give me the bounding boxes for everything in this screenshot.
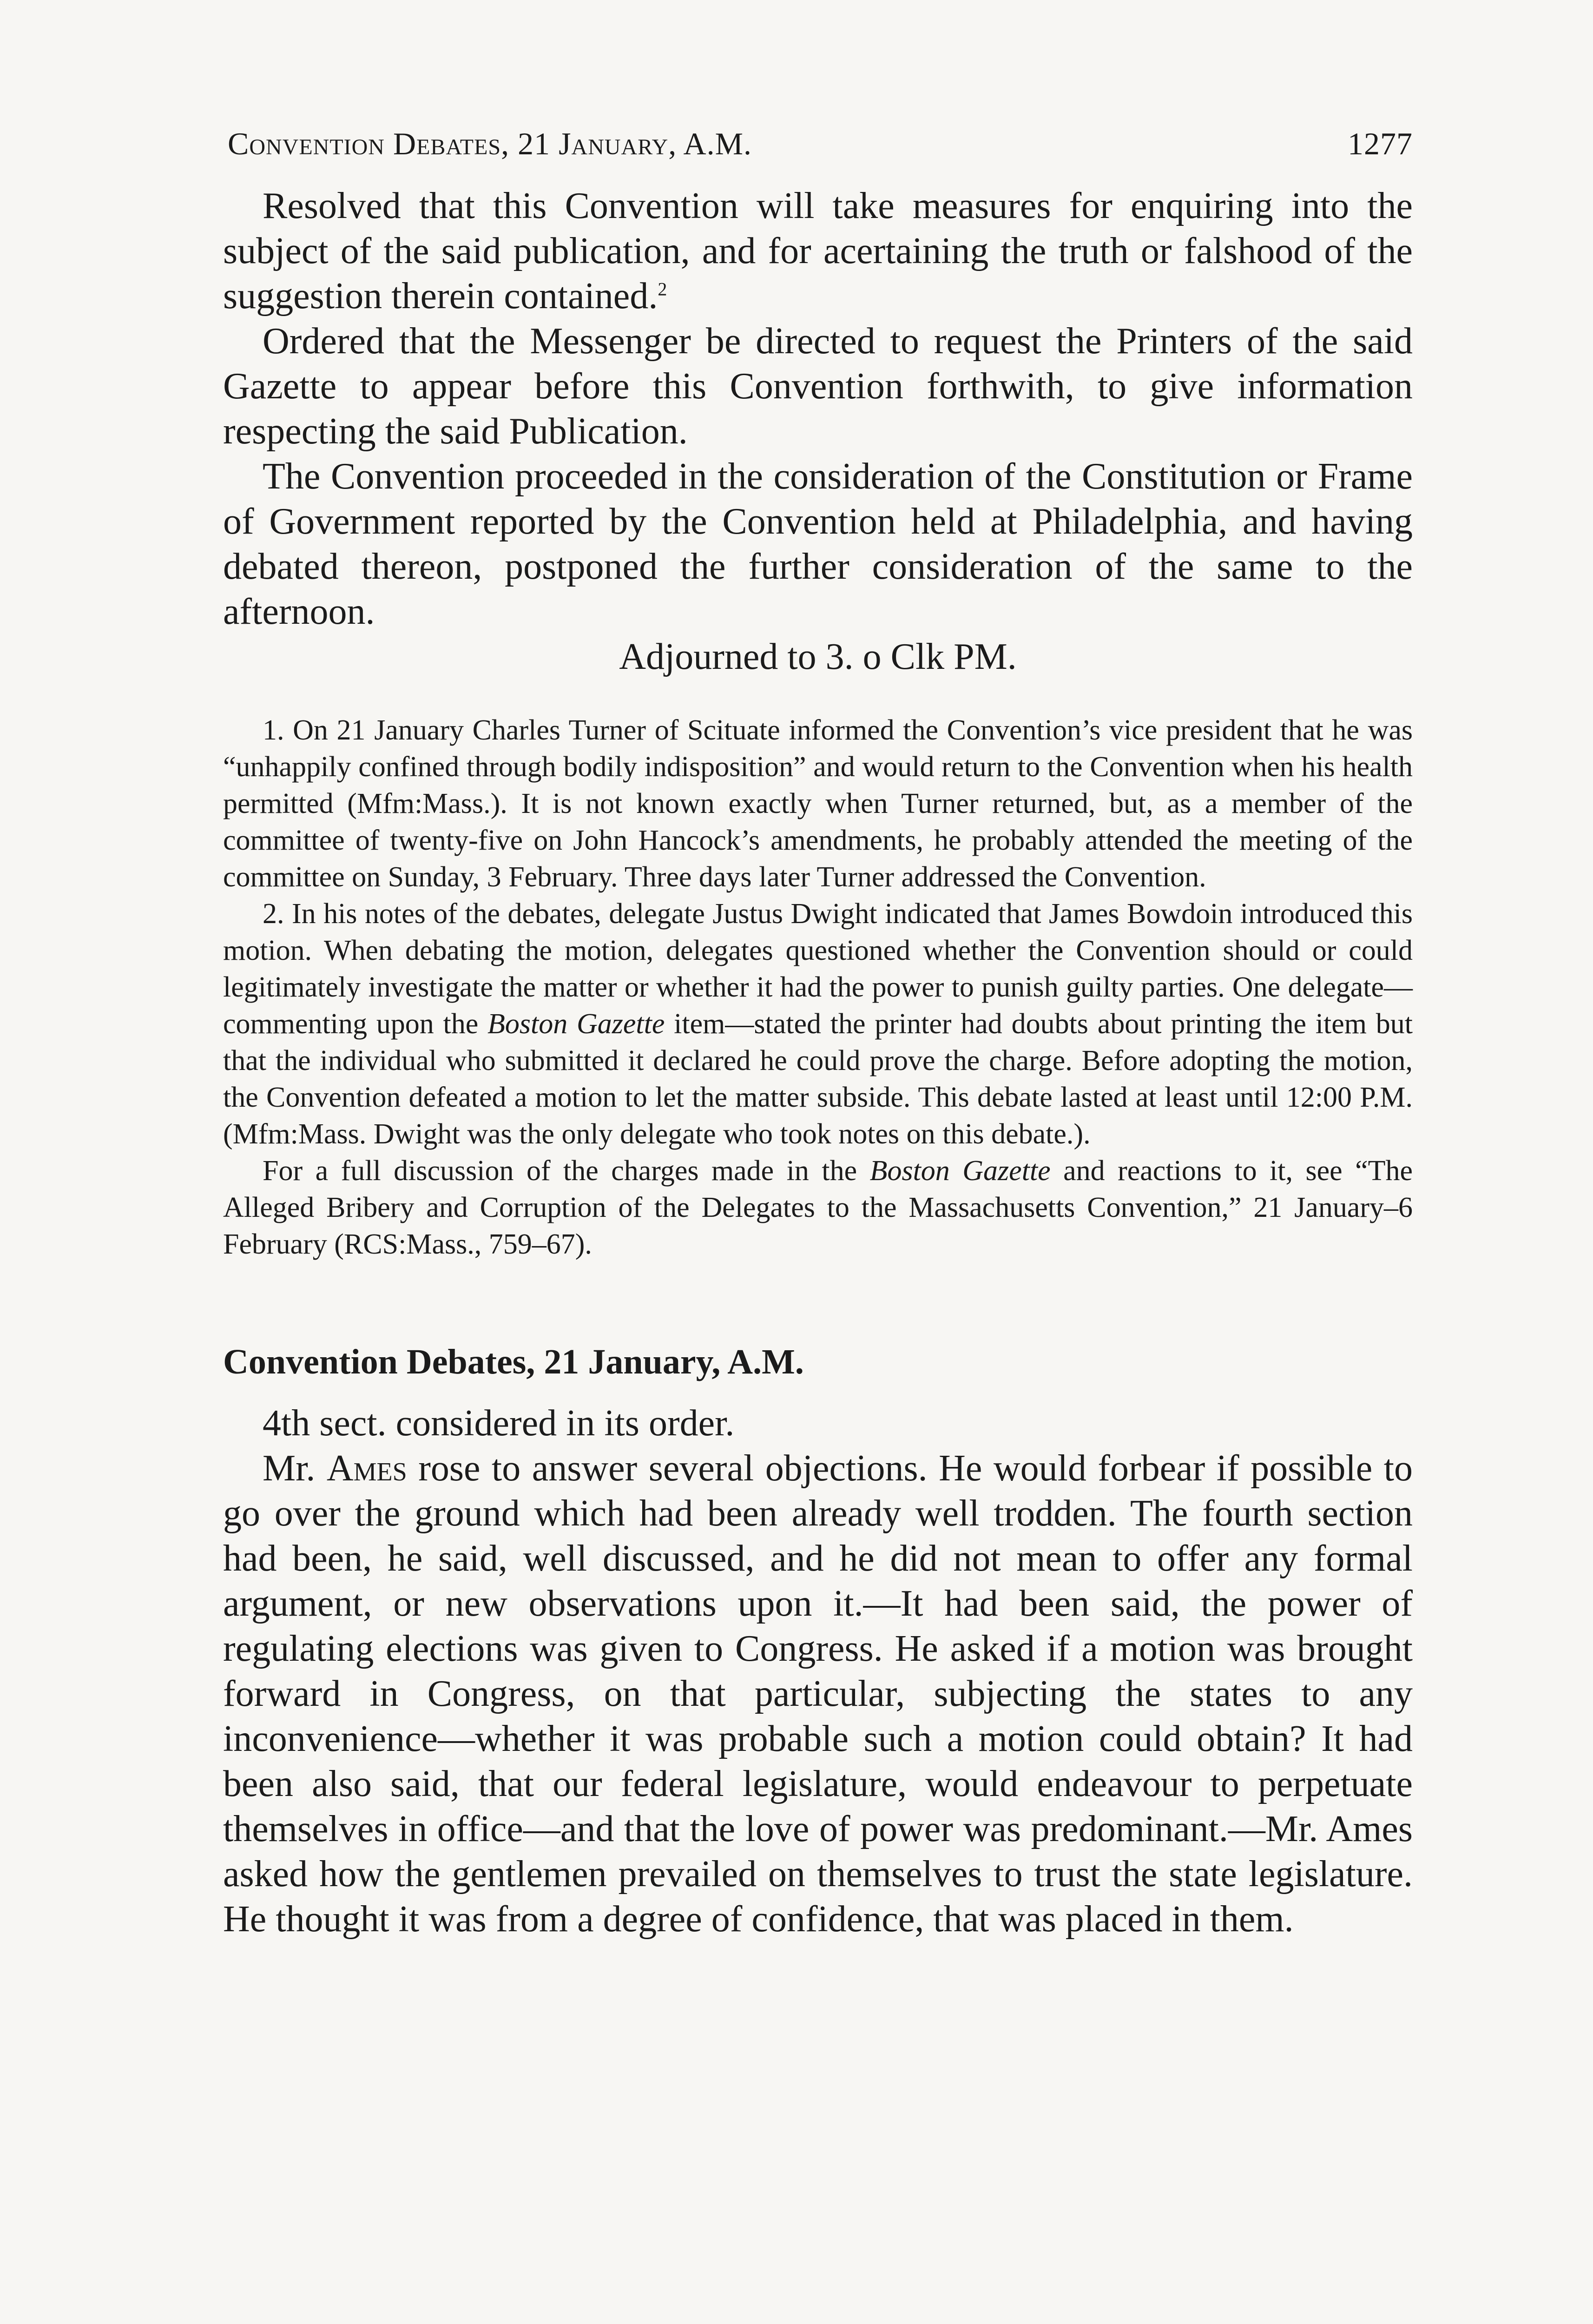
footnote-3-italic-title: Boston Gazette — [869, 1155, 1051, 1187]
order-paragraph: Ordered that the Messenger be directed to request the Printers of the said Gazette to appear before this Convention forthwith, to give information respecting the said Publication. — [223, 321, 1413, 452]
section-heading: Convention Debates, 21 January, A.M. — [223, 1342, 804, 1381]
page-number: 1277 — [1348, 126, 1413, 161]
journal-entry — [223, 184, 1413, 680]
resolution-paragraph — [223, 184, 1413, 319]
footnote-2: 2. In his notes of the debates, delegate Justus Dwight indicated that James Bowdoin introduced this motion. When debating the motion, delegates questioned whether the Convention should or could legitimately investigate the matter or whether it had the power to punish guilty parties. One delegate—commenting upon the Boston Gazette item—stated the printer had doubts about printing the item but that the individual who submitted it declared he could prove the charge. Before adopting the motion, the Convention defeated a motion to let the matter subside. This debate lasted at least until 12:00 P.M. (Mfm:Mass. Dwight was the only delegate who took notes on this debate.). — [223, 898, 1413, 1150]
debate-text — [223, 1401, 1413, 1942]
footnote-2-italic-title: Boston Gazette — [487, 1008, 665, 1040]
resolution-text: Resolved that this Convention will take measures for enquiring into the subject of the said publication, and for acertaining the truth or falshood of the suggestion therein contained. — [223, 185, 1413, 317]
running-head-title: Convention Debates, 21 January, A.M. — [228, 126, 752, 161]
footnote-3: For a full discussion of the charges made in the Boston Gazette and reactions to it, see “The Alleged Bribery and Corruption of the Delegates to the Massachusetts Convention,” 21 January–6 February (RCS:Mass., 759–67). — [223, 1155, 1413, 1260]
speaker-name: Ames — [326, 1448, 407, 1489]
adjournment-line: Adjourned to 3. o Clk PM. — [619, 636, 1017, 677]
note-reference: 2 — [658, 278, 667, 300]
footnote-1: 1. On 21 January Charles Turner of Scituate informed the Convention’s vice president that he was “unhappily confined through bodily indisposition” and would return to the Convention when his health permitted (Mfm:Mass.). It is not known exactly when Turner returned, but, as a member of the committee of twenty-five on John Hancock’s amendments, he probably attended the meeting of the committee on Sunday, 3 February. Three days later Turner addressed the Convention. — [223, 714, 1413, 893]
footnote-2-time: P.M. — [1360, 1082, 1413, 1113]
running-head — [223, 116, 1413, 172]
proceedings-paragraph: The Convention proceeded in the consideration of the Constitution or Frame of Government reported by the Convention held at Philadelphia, and having debated thereon, postponed the further consideration of the same to the afternoon. — [223, 456, 1413, 632]
debate-paragraph-1: 4th sect. considered in its order. — [263, 1403, 735, 1444]
document-page — [223, 116, 1413, 1942]
debate-paragraph-2: Mr. Ames rose to answer several objections. He would forbear if possible to go over the ground which had been already well trodden. The fourth section had been, he said, well discussed, and he did not mean to offer any formal argument, or new observations upon it.—It had been said, the power of regulating elections was given to Congress. He asked if a motion was brought forward in Congress, on that particular, subjecting the states to any inconvenience—whether it was probable such a motion could obtain? It had been also said, that our federal legislature, would endeavour to perpetuate themselves in office—and that the love of power was predominant.—Mr. Ames asked how the gentlemen prevailed on themselves to trust the state legislature. He thought it was from a degree of confidence, that was placed in them. — [223, 1448, 1413, 1940]
footnotes — [223, 712, 1413, 1263]
